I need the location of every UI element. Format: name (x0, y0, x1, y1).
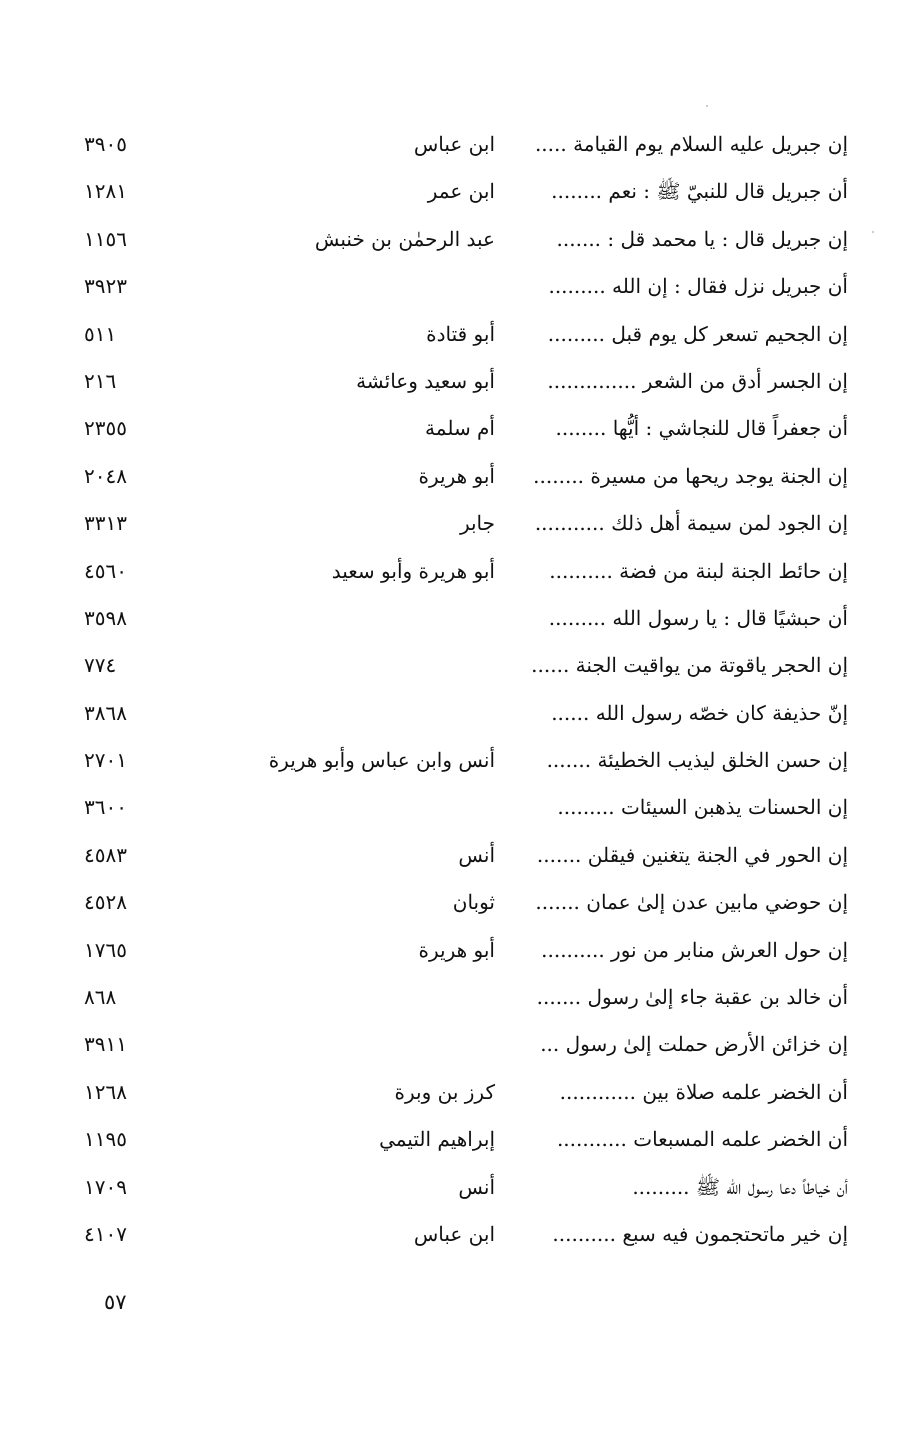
index-entry (0, 737, 897, 784)
index-entry (0, 927, 897, 974)
hadith-number: ٨٦٨ (84, 985, 117, 1010)
hadith-opening-text: إن الجسر أدق من الشعر .............. (547, 368, 848, 393)
hadith-index-table (0, 121, 897, 1258)
hadith-opening-text: إن جبريل قال : يا محمد قل : ....... (556, 226, 848, 251)
narrator-name: أبو هريرة وأبو سعيد (331, 558, 495, 583)
hadith-opening-text: أن جبريل نزل فقال : إن الله ......... (548, 274, 848, 299)
index-entry (0, 974, 897, 1021)
hadith-number: ١٢٦٨ (84, 1079, 127, 1104)
index-entry (0, 595, 897, 642)
hadith-number: ١٧٦٥ (84, 937, 127, 962)
narrator-name: إبراهيم التيمي (379, 1127, 495, 1152)
hadith-number: ٣٥٩٨ (84, 605, 127, 630)
hadith-number: ٤٥٨٣ (84, 842, 127, 867)
index-entry (0, 1021, 897, 1068)
narrator-name: أنس (458, 1174, 495, 1199)
hadith-number: ١١٥٦ (84, 226, 127, 251)
index-entry (0, 500, 897, 547)
narrator-name: أم سلمة (425, 416, 495, 441)
hadith-number: ٢١٦ (84, 368, 117, 393)
hadith-number: ٢٧٠١ (84, 748, 127, 773)
hadith-number: ٢٣٥٥ (84, 416, 127, 441)
hadith-opening-text: إن حول العرش منابر من نور .......... (541, 937, 848, 962)
hadith-number: ٧٧٤ (84, 653, 117, 678)
index-entry (0, 690, 897, 737)
hadith-opening-text: أن الخضر علمه صلاة بين ............ (559, 1079, 848, 1104)
hadith-number: ٣٣١٣ (84, 511, 127, 536)
index-entry (0, 1069, 897, 1116)
index-entry (0, 832, 897, 879)
narrator-name: أبو هريرة (418, 463, 495, 488)
index-entry (0, 121, 897, 168)
narrator-name: ثوبان (452, 890, 495, 915)
narrator-name: ابن عباس (413, 132, 495, 156)
narrator-name: أنس (458, 842, 495, 867)
hadith-number: ٣٩١١ (84, 1032, 127, 1057)
narrator-name: أبو سعيد وعائشة (356, 368, 495, 393)
index-entry (0, 168, 897, 215)
index-entry (0, 216, 897, 263)
hadith-number: ٤٥٢٨ (84, 890, 127, 915)
narrator-name: أبو هريرة (418, 937, 495, 962)
hadith-opening-text: أن خياطاً دعا رسول الله ﷺ ......... (632, 1174, 848, 1199)
hadith-opening-text: إن حائط الجنة لبنة من فضة .......... (549, 558, 848, 583)
index-entry (0, 263, 897, 310)
hadith-opening-text: إن حسن الخلق ليذيب الخطيئة ....... (546, 748, 848, 773)
hadith-number: ٤١٠٧ (84, 1221, 127, 1246)
hadith-number: ٤٥٦٠ (84, 558, 127, 583)
hadith-opening-text: إن حوضي مابين عدن إلىٰ عمان ....... (535, 890, 848, 915)
hadith-opening-text: إن خزائن الأرض حملت إلىٰ رسول ... (540, 1032, 848, 1057)
hadith-opening-text: أن خالد بن عقبة جاء إلىٰ رسول ....... (536, 985, 848, 1010)
narrator-name: ابن عباس (413, 1221, 495, 1246)
hadith-opening-text: إن الحجر ياقوتة من يواقيت الجنة ...... (531, 653, 848, 678)
hadith-number: ١٢٨١ (84, 179, 127, 204)
hadith-number: ٢٠٤٨ (84, 463, 127, 488)
index-entry (0, 453, 897, 500)
index-entry (0, 405, 897, 452)
hadith-number: ٣٩٠٥ (84, 132, 127, 156)
index-entry (0, 548, 897, 595)
hadith-opening-text: إن خير ماتحتجمون فيه سبع .......... (552, 1221, 848, 1246)
index-entry (0, 311, 897, 358)
hadith-opening-text: إن الجود لمن سيمة أهل ذلك ........... (534, 511, 848, 536)
narrator-name: أبو قتادة (426, 321, 495, 346)
page-number: ٥٧ (104, 1290, 127, 1314)
hadith-opening-text: إنّ حذيفة كان خصّه رسول الله ...... (551, 700, 848, 725)
index-entry (0, 879, 897, 926)
hadith-opening-text: إن جبريل عليه السلام يوم القيامة ..... (534, 132, 848, 156)
hadith-opening-text: أن جعفراً قال للنجاشي : أيُّها ........ (555, 416, 848, 441)
hadith-number: ٣٩٢٣ (84, 274, 127, 299)
narrator-name: جابر (459, 511, 495, 536)
index-entry (0, 1116, 897, 1163)
hadith-opening-text: أن جبريل قال للنبيّ ﷺ : نعم ........ (551, 179, 848, 204)
narrator-name: ابن عمر (427, 179, 495, 204)
hadith-number: ٣٦٠٠ (84, 795, 127, 820)
index-entry (0, 1164, 897, 1211)
narrator-name: أنس وابن عباس وأبو هريرة (268, 748, 495, 773)
index-entry (0, 358, 897, 405)
hadith-opening-text: أن حبشيًا قال : يا رسول الله ......... (548, 605, 848, 630)
hadith-number: ٥١١ (84, 321, 117, 346)
hadith-opening-text: إن الحور في الجنة يتغنين فيقلن ....... (536, 842, 848, 867)
hadith-opening-text: إن الجحيم تسعر كل يوم قبل ......... (547, 321, 848, 346)
index-entry (0, 642, 897, 689)
narrator-name: كرز بن وبرة (394, 1079, 495, 1104)
scan-speck (706, 105, 708, 107)
hadith-number: ٣٨٦٨ (84, 700, 127, 725)
hadith-opening-text: إن الحسنات يذهبن السيئات ......... (557, 795, 848, 820)
narrator-name: عبد الرحمٰن بن خنبش (314, 226, 495, 251)
index-entry (0, 1211, 897, 1258)
hadith-number: ١٧٠٩ (84, 1174, 127, 1199)
hadith-opening-text: إن الجنة يوجد ريحها من مسيرة ........ (533, 463, 848, 488)
hadith-number: ١١٩٥ (84, 1127, 127, 1152)
hadith-opening-text: أن الخضر علمه المسبعات ........... (556, 1127, 848, 1152)
index-entry (0, 784, 897, 831)
